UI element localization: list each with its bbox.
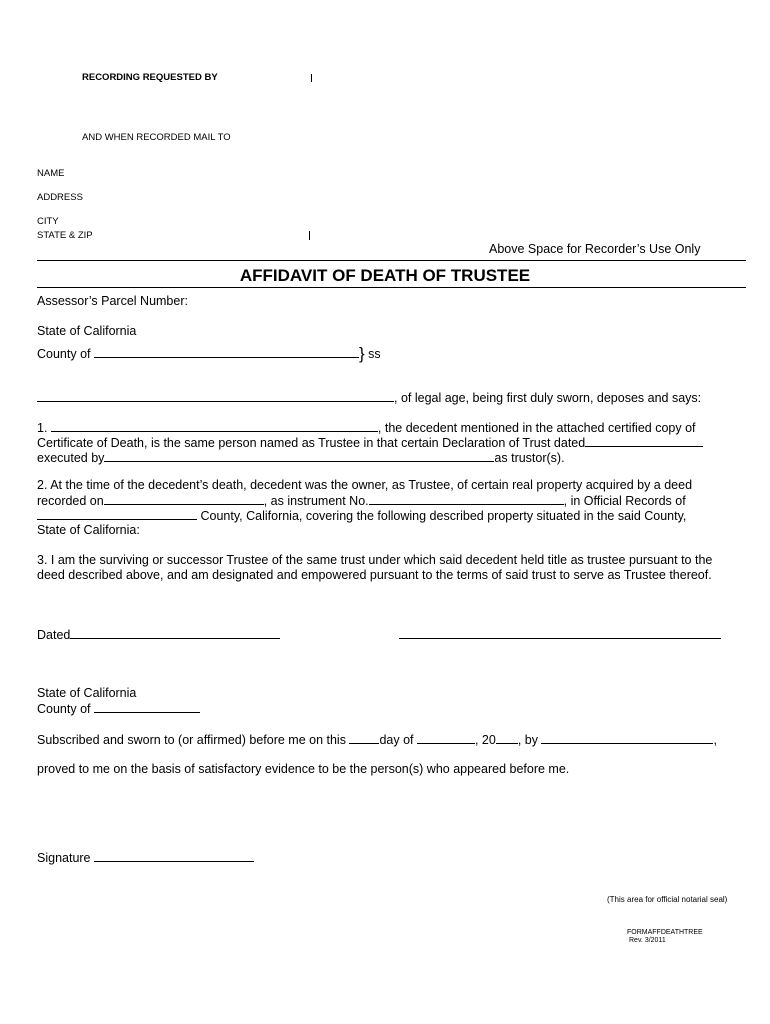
notary-signature-field[interactable] [94,850,254,862]
parcel-number-label: Assessor’s Parcel Number: [37,294,188,308]
header-divider-tick-2 [309,231,310,240]
address-label: ADDRESS [37,192,83,203]
intro-text: , of legal age, being first duly sworn, deposes and says: [394,391,702,405]
para2-official-records: , in Official Records of [563,494,686,508]
twenty-text: , 20 [474,733,496,747]
venue-county-label: County of [37,347,91,361]
notary-day-field[interactable] [349,732,379,744]
decedent-name-field[interactable] [51,420,378,432]
para3-line1: 3. I am the surviving or successor Trustee of the same trust under which said decedent held title as trustee pursuant to the [37,553,713,567]
notary-county-line [37,701,200,716]
notary-month-field[interactable] [417,732,475,744]
records-county-field[interactable] [37,508,197,520]
para1-line3 [37,450,565,465]
para1-line2 [37,435,703,450]
para2-line1: 2. At the time of the decedent’s death, decedent was the owner, as Trustee, of certain real property acquired by a deed [37,478,693,492]
notary-county-field[interactable] [94,701,200,713]
dated-line [37,627,280,642]
para3-line2: deed described above, and am designated and empowered pursuant to the terms of said trust to serve as Trustee thereof. [37,568,712,582]
para2-line3 [37,508,686,523]
para1-number: 1. [37,421,48,435]
notarial-seal-note: (This area for official notarial seal) [607,895,728,904]
signature-label: Signature [37,851,91,865]
para1-text-d: as trustor(s). [494,451,565,465]
notary-county-label: County of [37,702,91,716]
notary-signature-line [37,850,254,865]
para1-text-b: Certificate of Death, is the same person named as Trustee in that certain Declaration of Trust dated [37,436,586,450]
trustee-signature-line [399,627,721,642]
by-comma: , [713,733,717,747]
para2-recorded-on: recorded on [37,494,104,508]
form-revision: Rev. 3/2011 [629,937,666,944]
subscribed-text: Subscribed and sworn to (or affirmed) before me on this [37,733,346,747]
dated-label: Dated [37,628,71,642]
affiant-name-field[interactable] [37,390,394,402]
day-of-text: day of [379,733,414,747]
para1-line1 [37,420,696,435]
form-id: FORMAFFDEATHTREE [627,929,703,936]
venue-brace: } [359,344,365,363]
trustee-signature-field[interactable] [399,627,721,639]
notary-state: State of California [37,686,137,700]
dated-field[interactable] [70,627,280,639]
recorded-on-field[interactable] [104,493,264,505]
city-label: CITY [37,216,59,227]
affiant-line [37,390,701,405]
venue-county-line [37,343,381,363]
bottom-rule [37,287,746,288]
para2-instrument: , as instrument No. [263,494,369,508]
para2-state: State of California: [37,523,140,537]
trust-date-field[interactable] [585,435,703,447]
document-title: AFFIDAVIT OF DEATH OF TRUSTEE [239,266,531,285]
proved-text: proved to me on the basis of satisfactory evidence to be the person(s) who appeared before me. [37,762,570,776]
para1-text-c: executed by [37,451,105,465]
venue-county-field[interactable] [94,346,359,358]
recorder-space-label: Above Space for Recorder’s Use Only [489,242,701,256]
para1-text-a: , the decedent mentioned in the attached certified copy of [377,421,696,435]
venue-ss: ss [368,347,381,361]
subscribed-line [37,732,717,747]
para2-county-text: County, California, covering the following described property situated in the said County, [200,509,687,523]
name-label: NAME [37,168,65,179]
state-zip-label: STATE & ZIP [37,230,93,241]
mail-to-label: AND WHEN RECORDED MAIL TO [82,132,231,143]
by-text: , by [517,733,538,747]
trustor-field[interactable] [104,450,494,462]
header-divider-tick [311,74,312,82]
instrument-number-field[interactable] [369,493,564,505]
notary-year-field[interactable] [496,732,518,744]
para2-line2 [37,493,686,508]
top-rule [37,260,746,261]
venue-state: State of California [37,324,137,338]
notary-by-field[interactable] [541,732,713,744]
recording-requested-by-label: RECORDING REQUESTED BY [82,72,218,83]
